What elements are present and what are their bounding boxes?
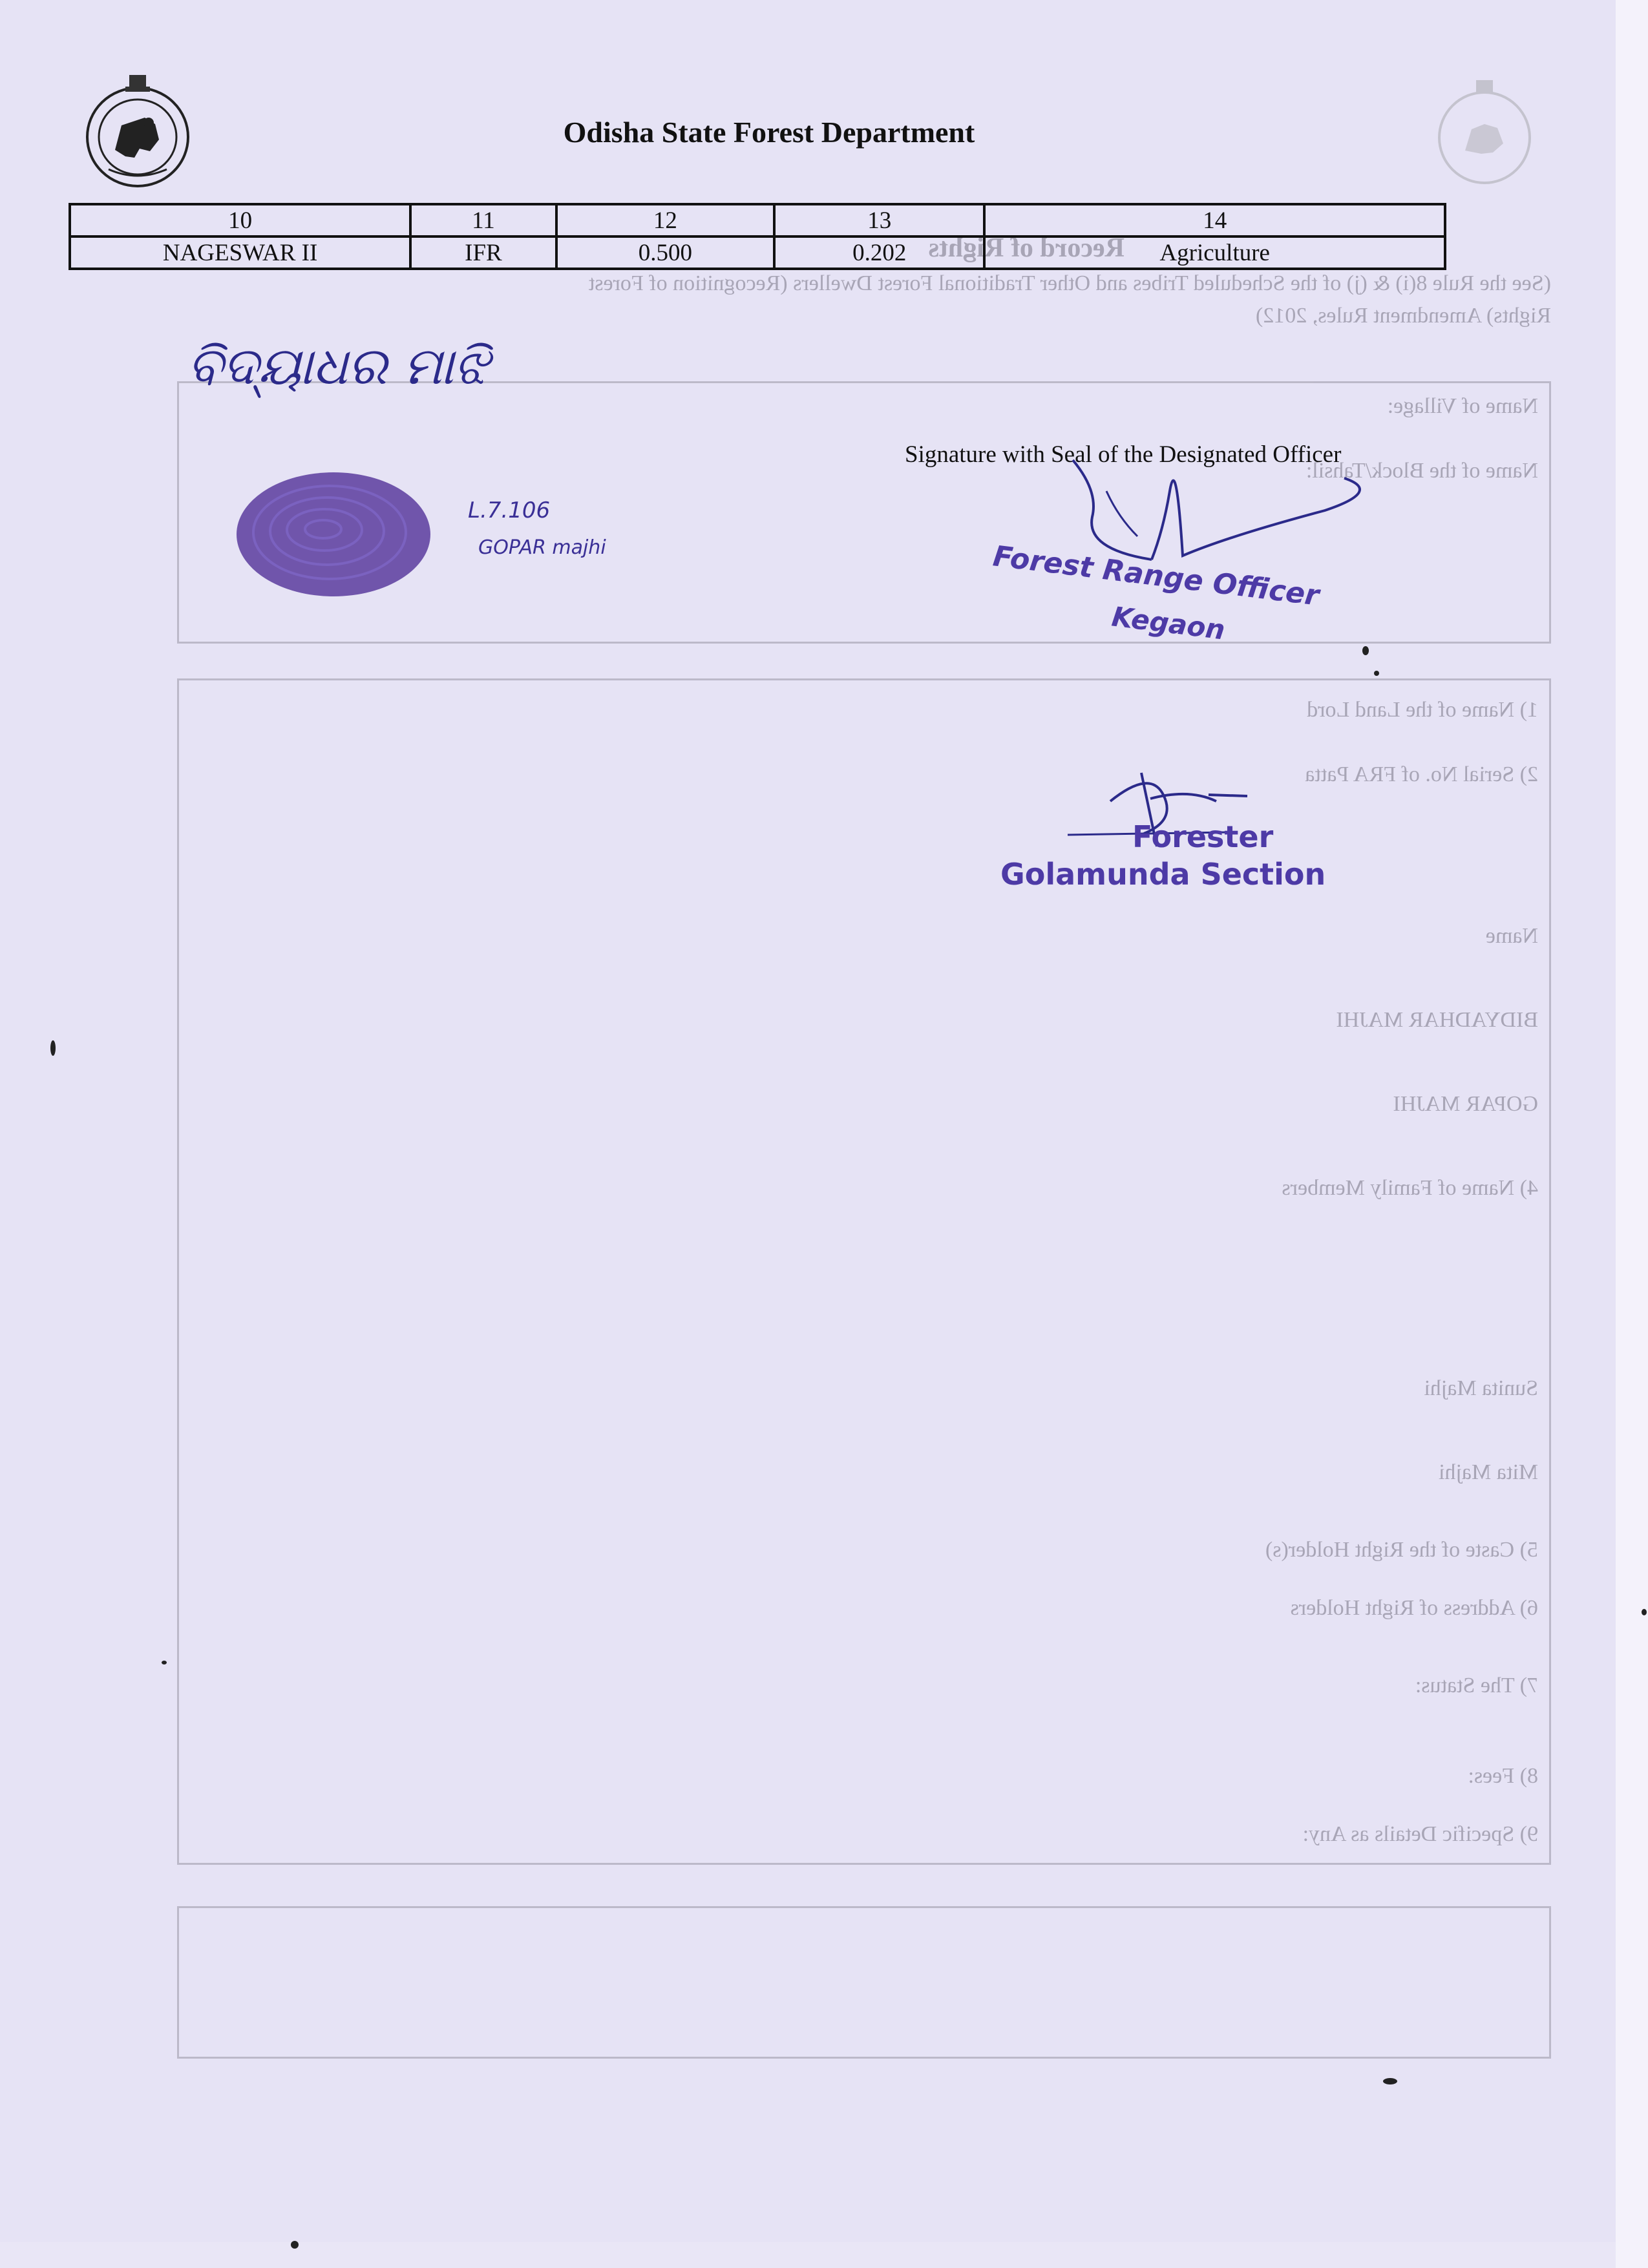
table-header-cell: 10	[70, 204, 410, 236]
handwritten-date: L.7.106	[468, 498, 551, 523]
ink-speck	[1642, 1609, 1647, 1615]
ink-speck	[50, 1040, 56, 1056]
handwritten-name: GOPAR majhi	[478, 536, 606, 559]
odia-handwritten-signature: ବିଦ୍ୟାଧର ମାଝି	[187, 336, 489, 396]
area-hect-cell: 0.202	[774, 236, 984, 269]
thumbprint-icon	[233, 468, 434, 601]
table-header-row	[70, 204, 1445, 236]
table-row	[70, 236, 1445, 269]
area-acres-cell: 0.500	[556, 236, 774, 269]
forester-section-stamp: Golamunda Section	[1000, 857, 1326, 892]
land-details-table	[69, 203, 1446, 270]
table-header-cell: 12	[556, 204, 774, 236]
nature-of-rights-cell: Agriculture	[984, 236, 1445, 269]
bleed-through-emblem-icon	[1436, 76, 1533, 186]
bleed-through-reverse-side: Record of Rights (See the Rule 8(i) & (j) of the Scheduled Tribes and Other Traditional Forest Dwellers (Recognition of Forest Rights) Amendment Rules, 2012) Name of Village: Name of the Block/Tahsil: 1) Name of the Land Lord 2) Serial No. of FRA Patta Name BIDYADHAR MAJHI GOPAR MAJHI 4) Name of Family Members Sunita Majhi Mita Majhi 5) Caste of the Right Holder(s) 6) Address of Right Holders 7) The Status: 8) Fees: 9) Specific Details as Any:	[168, 207, 1551, 2061]
ink-speck	[162, 1661, 167, 1664]
forest-name-cell: NAGESWAR II	[70, 236, 410, 269]
ink-speck	[1374, 671, 1379, 676]
range-officer-place: Kegaon	[1110, 600, 1227, 646]
legal-status-cell: IFR	[410, 236, 556, 269]
page-edge	[1616, 0, 1648, 2268]
ink-speck	[291, 2241, 299, 2249]
document-title: Odisha State Forest Department	[563, 116, 975, 149]
range-officer-stamp: Forest Range Officer	[991, 540, 1321, 613]
ink-speck	[1362, 646, 1369, 655]
forester-stamp: Forester	[1132, 819, 1274, 854]
table-header-cell: 11	[410, 204, 556, 236]
odisha-government-emblem-icon	[83, 72, 193, 190]
signature-caption: Signature with Seal of the Designated Officer	[905, 441, 1342, 468]
table-header-cell: 14	[984, 204, 1445, 236]
ink-speck	[1383, 2078, 1397, 2084]
table-header-cell: 13	[774, 204, 984, 236]
